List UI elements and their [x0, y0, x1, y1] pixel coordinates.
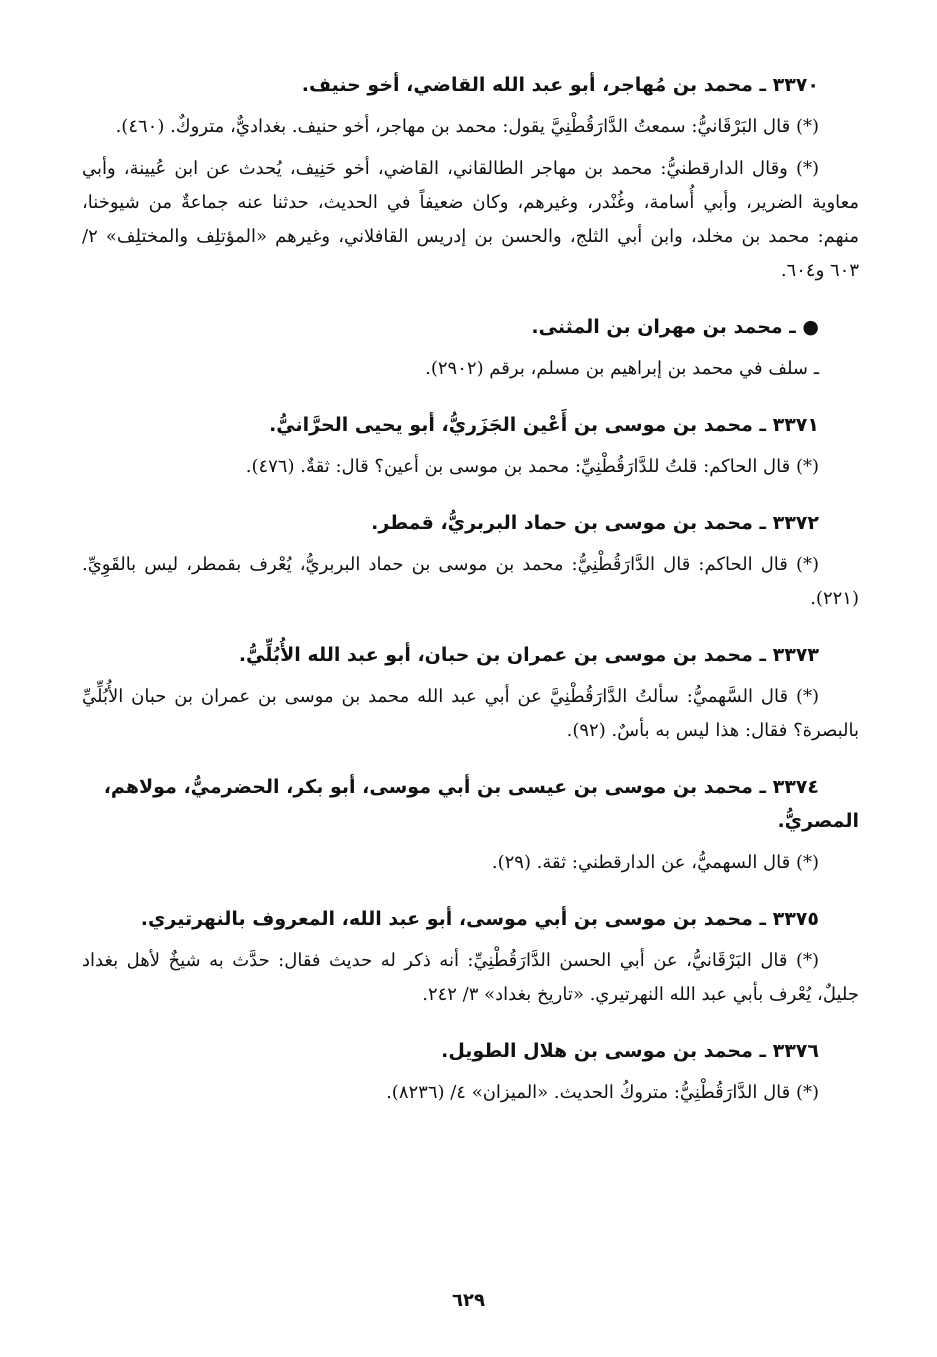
entry-3376	[82, 1034, 859, 1110]
entry-paragraph: (*) قال السَّهميُّ: سألتُ الدَّارَقُطْنِيَّ عن أبي عبد الله محمد بن موسى بن عمران بن حبان الأُبُلِّيِّ بالبصرة؟ فقال: هذا ليس به بأسٌ. (٩٢).	[82, 686, 859, 741]
entry-paragraph: (*) قال الدَّارَقُطْنِيُّ: متروكُ الحديث. «الميزان» ٤/ (٨٢٣٦).	[386, 1082, 819, 1103]
entry-3372	[82, 506, 859, 616]
entry-heading: ٣٣٧٣ ـ محمد بن موسى بن عمران بن حبان، أبو عبد الله الأُبُلِّيُّ.	[238, 644, 819, 666]
entry-paragraph: ـ سلف في محمد بن إبراهيم بن مسلم، برقم (٢٩٠٢).	[425, 358, 819, 379]
entry-3371	[82, 408, 859, 484]
entry-heading: ٣٣٧١ ـ محمد بن موسى بن أَعْين الجَزَريُّ، أبو يحيى الحرَّانيُّ.	[269, 414, 819, 436]
entry-cross-reference	[82, 310, 859, 386]
entry-paragraph: (*) قال البَرْقَانيُّ، عن أبي الحسن الدَّارَقُطْنِيِّ: أنه ذكر له حديث فقال: حدَّث به شيخٌ لأهل بغداد جليلٌ، يُعْرف بأبي عبد الله النهرتيري. «تاريخ بغداد» ٣/ ٢٤٢.	[82, 950, 859, 1005]
entry-paragraph: (*) قال الحاكم: قلتُ للدَّارَقُطْنِيِّ: محمد بن موسى بن أعين؟ قال: ثقةٌ. (٤٧٦).	[245, 456, 819, 477]
entry-heading: ٣٣٧٤ ـ محمد بن موسى بن عيسى بن أبي موسى، أبو بكر، الحضرميُّ، مولاهم، المصريُّ.	[103, 776, 859, 832]
entry-heading: ٣٣٧٦ ـ محمد بن موسى بن هلال الطويل.	[441, 1040, 819, 1062]
entry-heading: ● ـ محمد بن مهران بن المثنى.	[531, 316, 819, 338]
entry-heading: ٣٣٧٥ ـ محمد بن موسى بن أبي موسى، أبو عبد الله، المعروف بالنهرتيري.	[140, 908, 819, 930]
entry-3375	[82, 902, 859, 1012]
entry-3373	[82, 638, 859, 748]
page-number: ٦٢٩	[452, 1290, 485, 1311]
entry-paragraph: (*) قال البَرْقَانيُّ: سمعتُ الدَّارَقُطْنِيَّ يقول: محمد بن مهاجر، أخو حنيف. بغداديٌّ، متروكٌ. (٤٦٠).	[115, 116, 819, 137]
entry-paragraph: (*) قال الحاكم: قال الدَّارَقُطْنِيُّ: محمد بن موسى بن حماد البربريُّ، يُعْرف بقمطر، ليس بالقَوِيِّ. (٢٢١).	[82, 554, 859, 609]
entry-heading: ٣٣٧٠ ـ محمد بن مُهاجر، أبو عبد الله القاضي، أخو حنيف.	[301, 74, 819, 96]
entry-3370	[82, 68, 859, 288]
entry-paragraph: (*) وقال الدارقطنيُّ: محمد بن مهاجر الطالقاني، القاضي، أخو حَنِيف، يُحدث عن ابن عُيينة، وأبي معاوية الضرير، وأبي أُسامة، وغُنْدر، وغيرهم، وكان ضعيفاً في الحديث، حدثنا عنه جماعةٌ من شيوخنا، منهم: محمد بن مخلد، وابن أبي الثلج، والحسن بن إدريس القافلاني، وغيرهم «المؤتلِف والمختلِف» ٢/ ٦٠٣ و٦٠٤.	[82, 158, 859, 281]
entry-heading: ٣٣٧٢ ـ محمد بن موسى بن حماد البربريُّ، قمطر.	[371, 512, 819, 534]
page-content	[82, 68, 859, 1110]
entry-3374	[82, 770, 859, 880]
entry-paragraph: (*) قال السهميُّ، عن الدارقطني: ثقة. (٢٩).	[491, 852, 819, 873]
